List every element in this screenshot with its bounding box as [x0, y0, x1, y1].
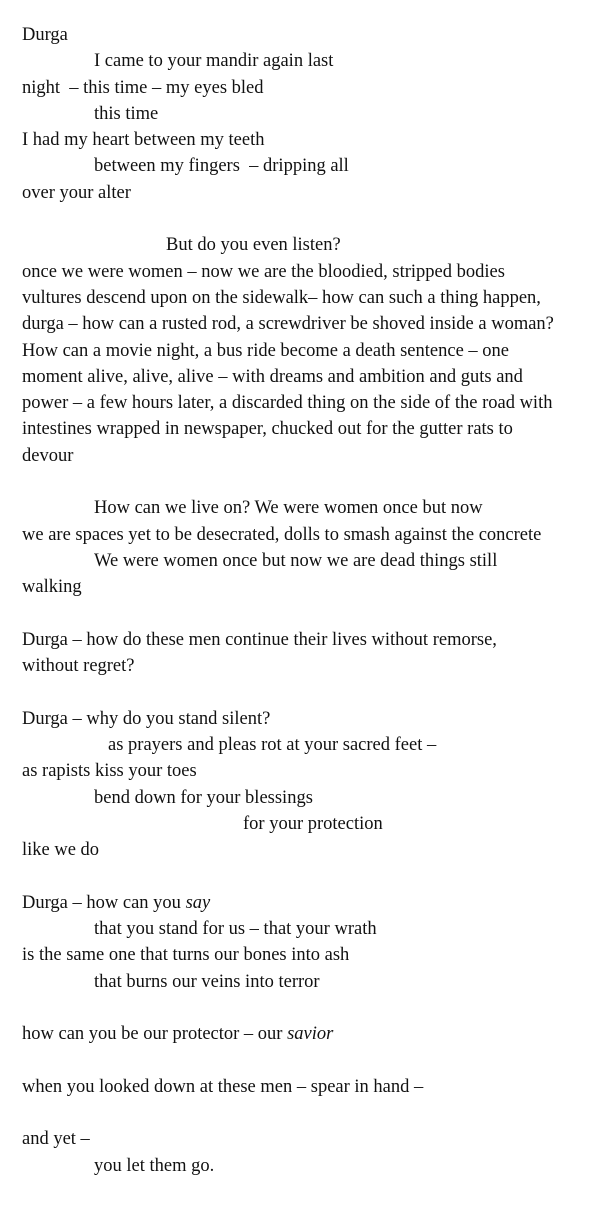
poem-line: Durga – how do these men continue their lives without remorse, [22, 629, 497, 650]
poem-line: you let them go. [94, 1155, 215, 1176]
poem-line: as prayers and pleas rot at your sacred feet – [108, 735, 437, 756]
poem-line: devour [22, 445, 74, 466]
poem-line: I came to your mandir again last [94, 51, 334, 72]
poem-line: bend down for your blessings [94, 787, 313, 808]
stanza-break [22, 995, 616, 1021]
stanza-break [22, 469, 616, 495]
poem-line: once we were women – now we are the bloodied, stripped bodies [22, 261, 505, 282]
poem-line: for your protection [243, 813, 383, 834]
poem-line: we are spaces yet to be desecrated, dolls to smash against the concrete [22, 524, 542, 545]
poem-line: intestines wrapped in newspaper, chucked out for the gutter rats to [22, 419, 513, 440]
poem-line: Durga – why do you stand silent? [22, 708, 271, 729]
poem-line: when you looked down at these men – spear in hand – [22, 1076, 424, 1097]
poem-line: vultures descend upon on the sidewalk– how can such a thing happen, [22, 287, 541, 308]
stanza-break [22, 1048, 616, 1074]
poem-line: How can we live on? We were women once but now [94, 498, 483, 519]
poem-line: walking [22, 577, 82, 598]
poem-line: durga – how can a rusted rod, a screwdriver be shoved inside a woman? [22, 314, 554, 335]
poem-line: moment alive, alive, alive – with dreams and ambition and guts and [22, 366, 523, 387]
poem-line-text: how can you be our protector – our [22, 1024, 288, 1045]
poem-emphasis: savior [287, 1024, 334, 1045]
poem-title: Durga [22, 25, 68, 45]
poem-line: But do you even listen? [166, 235, 341, 256]
poem-line: that you stand for us – that your wrath [94, 919, 377, 940]
poem-line: is the same one that turns our bones into ash [22, 945, 350, 966]
stanza-break [22, 206, 616, 232]
poem-line: How can a movie night, a bus ride become a death sentence – one [22, 340, 509, 361]
poem-line: as rapists kiss your toes [22, 761, 197, 782]
poem-line: between my fingers – dripping all [94, 156, 349, 177]
poem-line: this time [94, 103, 159, 124]
poem-line: night – this time – my eyes bled [22, 77, 264, 98]
stanza-break [22, 679, 616, 705]
poem-line: like we do [22, 840, 100, 861]
poem-line: over your alter [22, 182, 131, 203]
poem-line: and yet – [22, 1129, 90, 1150]
stanza-break [22, 1100, 616, 1126]
poem-line: without regret? [22, 656, 135, 677]
poem-line-text: Durga – how can you [22, 892, 186, 913]
poem-line: power – a few hours later, a discarded thing on the side of the road with [22, 393, 553, 414]
poem-line: that burns our veins into terror [94, 971, 320, 992]
poem-line: We were women once but now we are dead things still [94, 550, 498, 571]
poem-line [22, 890, 616, 916]
poem-emphasis: say [185, 892, 211, 913]
stanza-break [22, 864, 616, 890]
poem-line [22, 1021, 616, 1047]
stanza-break [22, 601, 616, 627]
poem-line: I had my heart between my teeth [22, 130, 265, 151]
